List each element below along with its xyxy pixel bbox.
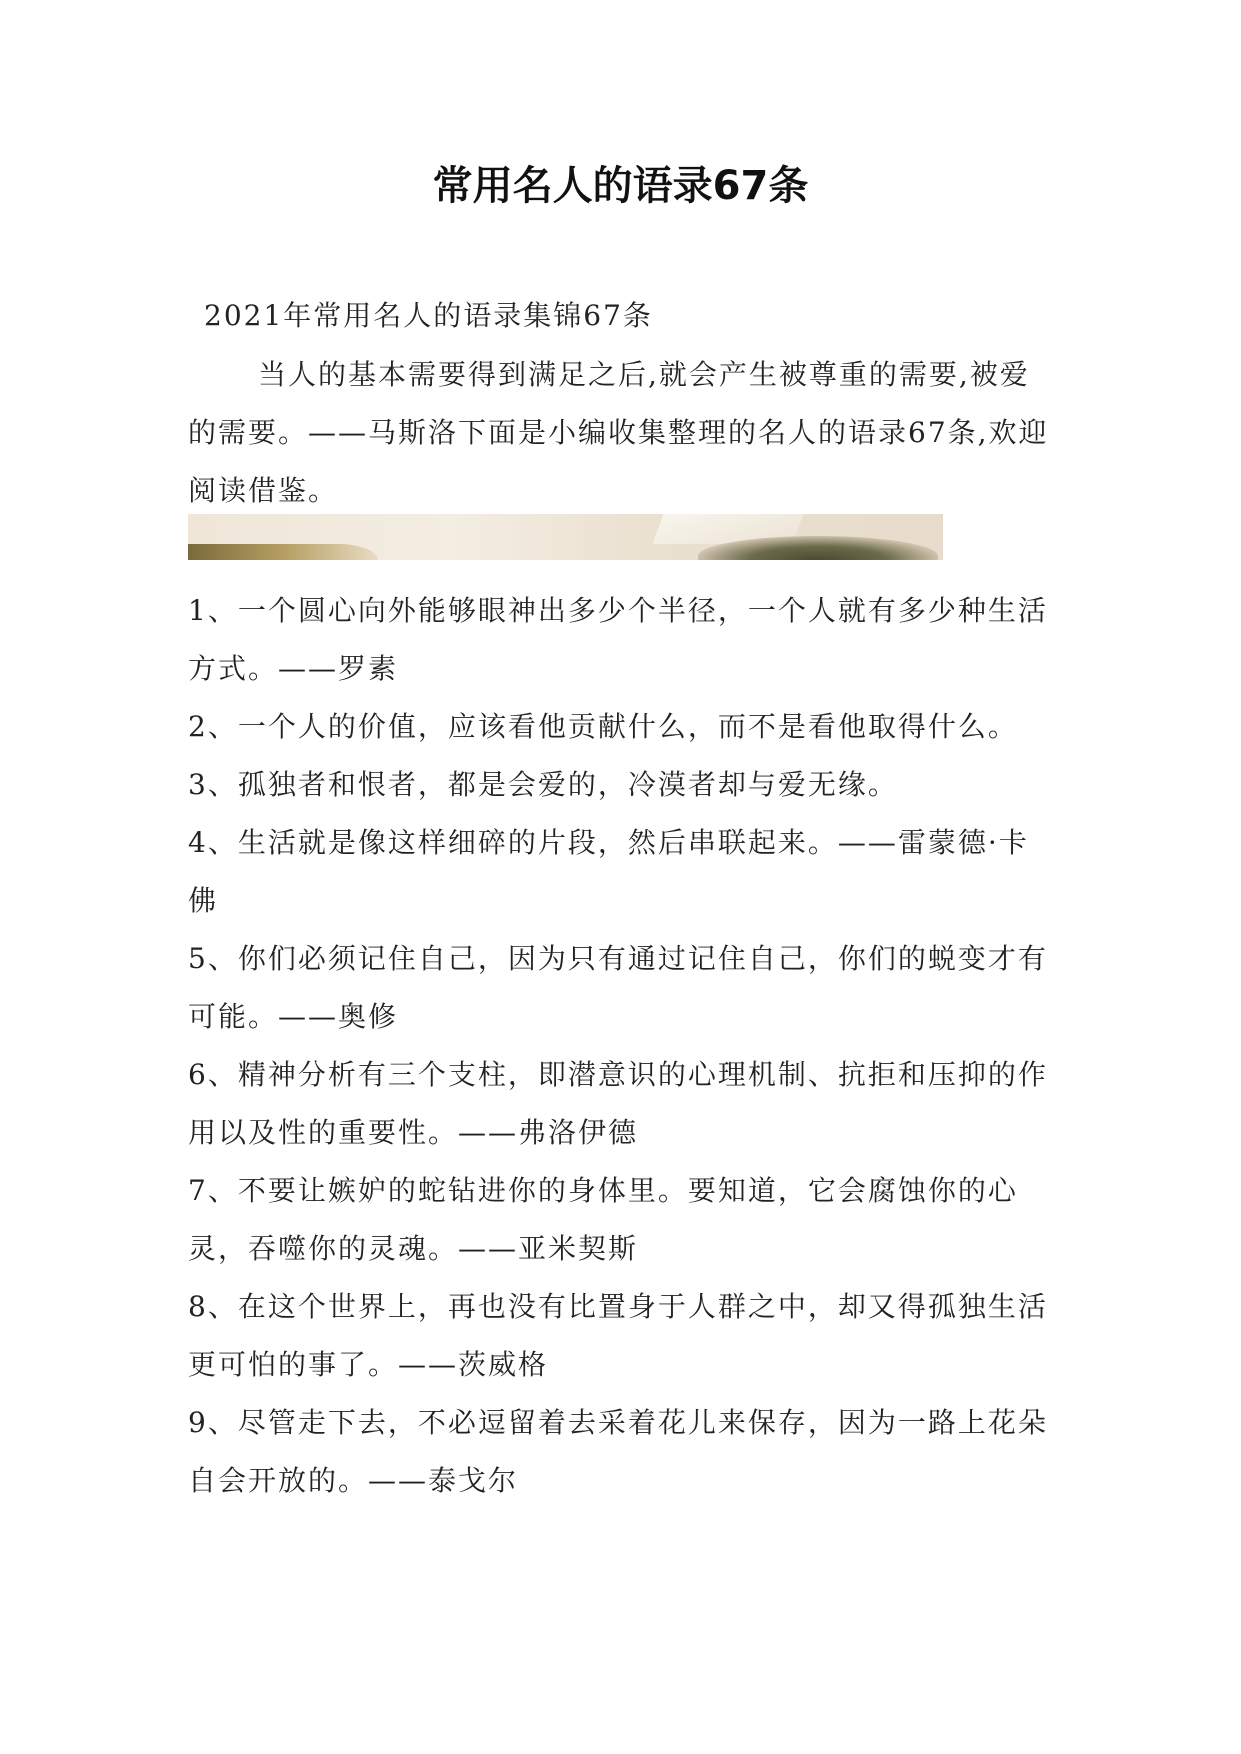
leaf-shape [188,544,378,560]
quote-item: 7、不要让嫉妒的蛇钻进你的身体里。要知道，它会腐蚀你的心灵，吞噬你的灵魂。——亚米契斯 [188,1174,1018,1265]
decorative-banner-image [188,514,943,560]
intro-paragraph: 当人的基本需要得到满足之后,就会产生被尊重的需要,被爱的需要。——马斯洛下面是小编收集整理的名人的语录67条,欢迎阅读借鉴。 [188,358,1049,507]
quote-item: 5、你们必须记住自己，因为只有通过记住自己，你们的蜕变才有可能。——奥修 [188,942,1048,1033]
quote-item: 1、一个圆心向外能够眼神出多少个半径，一个人就有多少种生活方式。——罗素 [188,594,1048,685]
quote-item: 8、在这个世界上，再也没有比置身于人群之中，却又得孤独生活更可怕的事了。——茨威格 [188,1290,1048,1381]
quote-item: 3、孤独者和恨者，都是会爱的，冷漠者却与爱无缘。 [188,768,898,801]
quote-item: 4、生活就是像这样细碎的片段，然后串联起来。——雷蒙德·卡佛 [188,826,1029,917]
quote-item: 2、一个人的价值，应该看他贡献什么，而不是看他取得什么。 [188,710,1018,743]
quote-item: 9、尽管走下去，不必逗留着去采着花儿来保存，因为一路上花朵自会开放的。——泰戈尔 [188,1406,1048,1497]
quote-list [188,582,1058,1510]
quote-item: 6、精神分析有三个支柱，即潜意识的心理机制、抗拒和压抑的作用以及性的重要性。——弗洛伊德 [188,1058,1048,1149]
subtitle: 2021年常用名人的语录集锦67条 [204,299,653,332]
page-title: 常用名人的语录67条 [432,163,809,209]
